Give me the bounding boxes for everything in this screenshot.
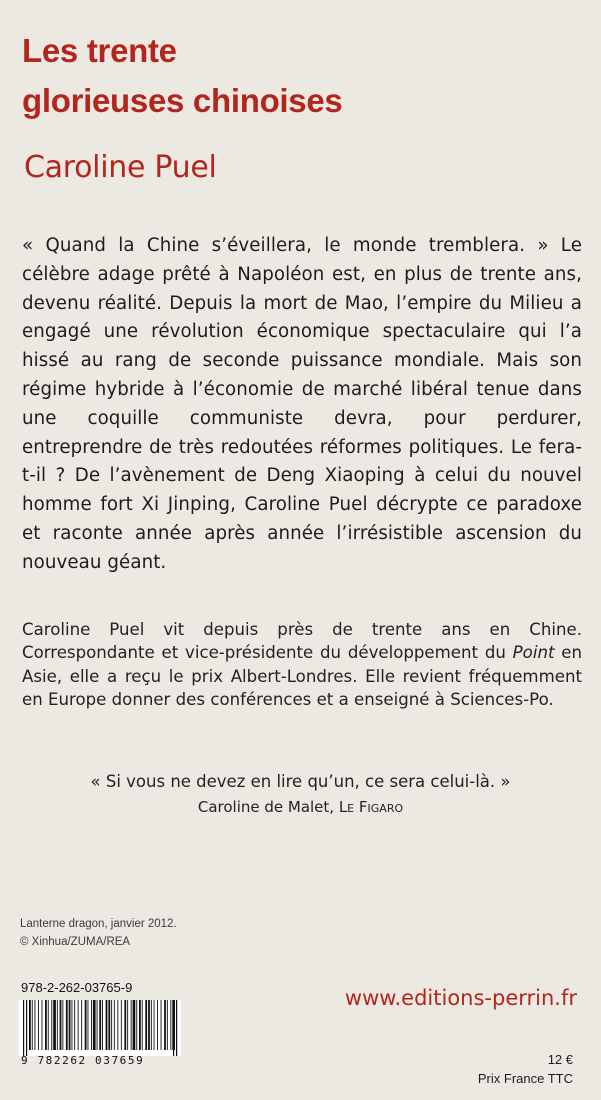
barcode-bar <box>142 1000 143 1050</box>
barcode-bar <box>114 1000 115 1050</box>
photo-caption: Lanterne dragon, janvier 2012. <box>20 918 177 930</box>
barcode-bar <box>145 1000 147 1050</box>
barcode-bar <box>167 1000 168 1050</box>
barcode-bar <box>124 1000 126 1050</box>
barcode-bar <box>91 1000 92 1050</box>
barcode-bar <box>151 1000 152 1050</box>
barcode-bar <box>93 1000 96 1050</box>
barcode-bar <box>78 1000 79 1050</box>
barcode-bar <box>35 1000 36 1050</box>
quote-source: Le Figaro <box>338 798 404 816</box>
bio-publication-name: Point <box>512 643 555 663</box>
barcode-bar <box>51 1000 52 1050</box>
barcode-bar <box>57 1000 58 1050</box>
barcode-bar <box>53 1000 56 1050</box>
barcode-bar <box>97 1000 98 1050</box>
barcode-bar <box>29 1000 31 1050</box>
photo-copyright: © Xinhua/ZUMA/REA <box>20 936 131 948</box>
barcode-bar <box>60 1000 62 1050</box>
barcode-bar <box>85 1000 87 1050</box>
title-line-2: glorieuses chinoises <box>22 82 343 119</box>
barcode-bar <box>102 1000 103 1050</box>
author-name: Caroline Puel <box>24 150 217 185</box>
bio-text-start: Caroline Puel vit depuis près de trente ans en Chine. Correspondante et vice-présidente du développement du <box>22 620 582 663</box>
barcode-bar <box>154 1000 155 1050</box>
barcode-bar <box>139 1000 141 1050</box>
publisher-website: www.editions-perrin.fr <box>344 986 577 1010</box>
barcode-bar <box>74 1000 75 1050</box>
barcode-bar <box>108 1000 110 1050</box>
barcode-bar <box>72 1000 73 1050</box>
barcode-bar <box>62 1000 63 1050</box>
price: 12 € <box>547 1052 573 1067</box>
barcode-bar <box>38 1000 39 1050</box>
barcode-bar <box>99 1000 101 1050</box>
barcode-bar <box>88 1000 89 1050</box>
author-bio <box>22 618 582 712</box>
barcode-bar <box>81 1000 82 1050</box>
barcode-bar <box>148 1000 150 1050</box>
barcode-bar <box>42 1000 43 1050</box>
barcode-bar <box>117 1000 118 1050</box>
quote-author: Caroline de Malet, <box>197 798 339 816</box>
barcode-bar <box>69 1000 71 1050</box>
book-summary: « Quand la Chine s’éveillera, le monde tremblera. » Le célèbre adage prêté à Napoléon est, en plus de trente ans, devenu réalité. Depuis la mort de Mao, l’empire du Milieu a engagé une révolution économique spectaculaire qui l’a hissé au rang de seconde puissance mondiale. Mais son régime hybride à l’économie de marché libéral tenue dans une coquille communiste devra, pour perdurer, entreprendre de très redoutées réformes politiques. Le fera-t-il ? De l’avènement de Deng Xiaoping à celui du nouvel homme fort Xi Jinping, Caroline Puel décrypte ce paradoxe et raconte année après année l’irrésistible ascension du nouveau géant. <box>22 235 582 573</box>
barcode-bar <box>66 1000 68 1050</box>
title-line-1: Les trente <box>22 32 177 69</box>
barcode-digits: 9 782262 037659 <box>21 1054 145 1067</box>
barcode-bar <box>121 1000 122 1050</box>
barcode-bar <box>45 1000 47 1050</box>
barcode-bar <box>164 1000 166 1050</box>
barcode-bar <box>157 1000 158 1050</box>
press-quote: « Si vous ne devez en lire qu’un, ce sera celui-là. » <box>90 772 511 791</box>
barcode-bar <box>161 1000 162 1050</box>
barcode-guard-bar <box>173 1000 174 1056</box>
bio-text-end: en Asie, elle a reçu le prix Albert-Londres. Elle revient fréquemment en Europe donner des conférences et a enseigné à Sciences-Po. <box>22 643 582 710</box>
barcode-bar <box>48 1000 49 1050</box>
barcode-bar <box>133 1000 136 1050</box>
barcode-bar <box>127 1000 128 1050</box>
barcode-bar <box>106 1000 108 1050</box>
isbn-number: 978-2-262-03765-9 <box>21 980 133 995</box>
barcode-bar <box>111 1000 112 1050</box>
price-label: Prix France TTC <box>477 1071 573 1086</box>
barcode-guard-bar <box>26 1000 27 1056</box>
barcode-guard-bar <box>23 1000 24 1056</box>
barcode-bar <box>170 1000 171 1050</box>
barcode-bar <box>32 1000 33 1050</box>
book-title <box>22 26 342 126</box>
barcode-guard-bar <box>176 1000 177 1056</box>
barcode-bar <box>136 1000 137 1050</box>
quote-attribution <box>0 798 601 816</box>
barcode-bar <box>131 1000 132 1050</box>
barcode <box>19 1000 181 1056</box>
